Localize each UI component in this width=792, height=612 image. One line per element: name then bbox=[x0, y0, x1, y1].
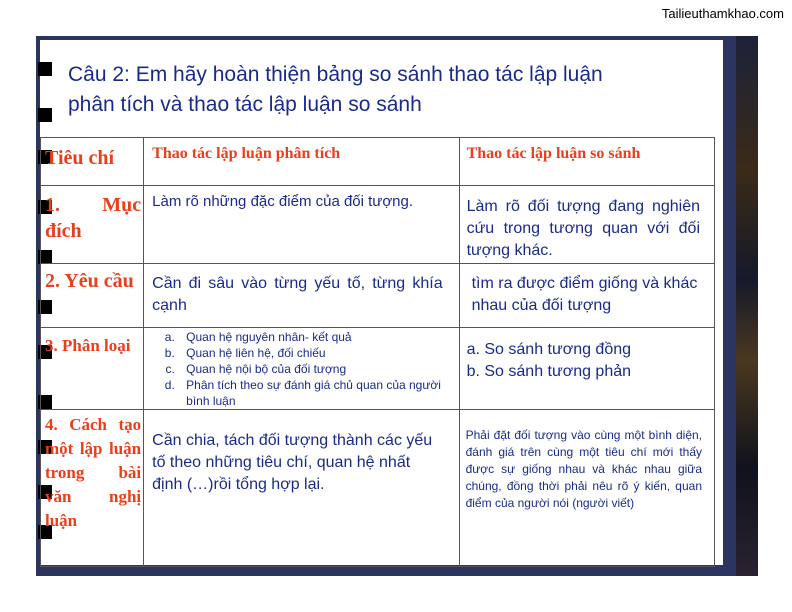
slide-title-line-1: Câu 2: Em hãy hoàn thiện bảng so sánh thao tác lập luận bbox=[68, 63, 603, 86]
criterion-method: 4. Cách tạo một lập luận trong bài văn nghị luận bbox=[45, 415, 142, 530]
analysis-cell bbox=[144, 264, 459, 328]
comparison-cell bbox=[459, 186, 714, 264]
slide-title bbox=[68, 60, 708, 120]
criterion-cell bbox=[41, 328, 144, 410]
analysis-requirement-text: Cần đi sâu vào từng yếu tố, từng khía cạnh bbox=[152, 275, 443, 314]
header-cell-comparison bbox=[459, 138, 714, 186]
list-item: c. Quan hệ nội bộ của đối tượng bbox=[178, 361, 458, 377]
analysis-cell bbox=[144, 186, 459, 264]
watermark-text: Tailieuthamkhao.com bbox=[661, 6, 784, 21]
criterion-cell bbox=[41, 186, 144, 264]
table-row bbox=[41, 186, 715, 264]
bullet-marker bbox=[38, 108, 52, 122]
analysis-cell bbox=[144, 328, 459, 410]
header-comparison-label: Thao tác lập luận so sánh bbox=[466, 145, 641, 162]
header-analysis-label: Thao tác lập luận phân tích bbox=[152, 145, 341, 162]
bullet-marker bbox=[38, 62, 52, 76]
analysis-classification-list bbox=[144, 328, 458, 409]
table-row bbox=[41, 264, 715, 328]
list-item: d. Phân tích theo sự đánh giá chủ quan của người bình luận bbox=[178, 377, 458, 409]
comparison-cell bbox=[459, 410, 714, 567]
table-row bbox=[41, 328, 715, 410]
header-cell-criterion bbox=[41, 138, 144, 186]
table-row bbox=[41, 410, 715, 567]
comparison-purpose-text: Làm rõ đối tượng đang nghiên cứu trong tương quan với đối tượng khác. bbox=[466, 198, 700, 259]
comparison-cell bbox=[459, 264, 714, 328]
comparison-table bbox=[40, 137, 715, 567]
header-criterion-label: Tiêu chí bbox=[45, 147, 115, 169]
criterion-cell bbox=[41, 410, 144, 567]
comparison-method-text: Phải đặt đối tượng vào cùng một bình diện, đánh giá trên cùng một tiêu chí mới thấy được sự giống nhau và khác nhau giữa chúng, đồng thời phải nêu rõ ý kiến, quan điểm của người nói (người viết) bbox=[465, 428, 702, 510]
criterion-cell bbox=[41, 264, 144, 328]
list-item: b. So sánh tương phản bbox=[466, 363, 632, 380]
criterion-purpose: 1. Mục đích bbox=[45, 194, 142, 242]
analysis-method-text: Cần chia, tách đối tượng thành các yếu tố theo những tiêu chí, quan hệ nhất định (…)rồi tổng hợp lại. bbox=[152, 432, 433, 493]
decorative-strip bbox=[736, 36, 758, 576]
list-item: a. Quan hệ nguyên nhân- kết quả bbox=[178, 329, 458, 345]
table-header-row bbox=[41, 138, 715, 186]
analysis-purpose-text: Làm rõ những đặc điểm của đối tượng. bbox=[152, 193, 414, 210]
analysis-cell bbox=[144, 410, 459, 567]
criterion-requirement: 2. Yêu cầu bbox=[45, 270, 134, 292]
comparison-classification-list bbox=[460, 328, 714, 383]
list-item: b. Quan hệ liên hệ, đối chiếu bbox=[178, 345, 458, 361]
slide-title-line-2: phân tích và thao tác lập luận so sánh bbox=[68, 93, 422, 116]
header-cell-analysis bbox=[144, 138, 459, 186]
list-item: a. So sánh tương đồng bbox=[466, 341, 632, 358]
comparison-requirement-text: tìm ra được điểm giống và khác nhau của đối tượng bbox=[471, 275, 698, 314]
criterion-classification: 3. Phân loại bbox=[45, 336, 131, 355]
comparison-cell bbox=[459, 328, 714, 410]
